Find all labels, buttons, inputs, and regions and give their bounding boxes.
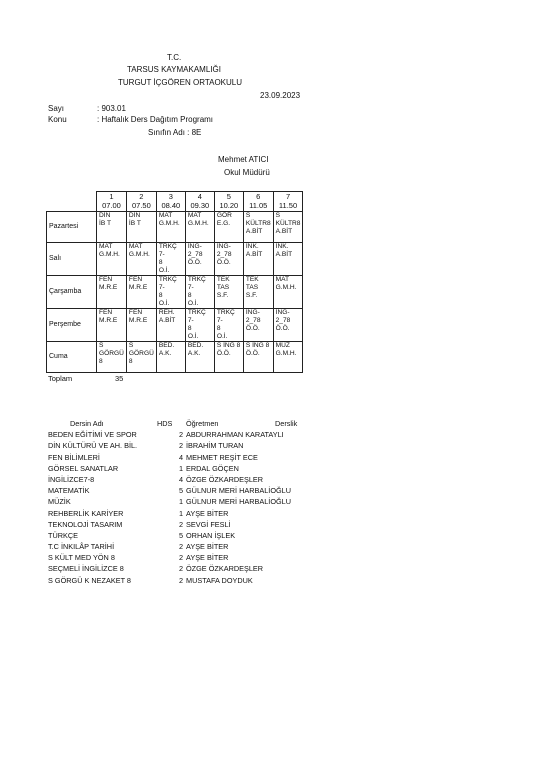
lesson-cell-line: İNK. [245, 243, 259, 250]
lesson-cell-line: GÖRGÜ [128, 350, 154, 357]
lesson-cell-line: O.İ. [187, 300, 199, 307]
lesson-cell [126, 212, 156, 243]
lesson-cell-line: MÜZ [275, 342, 290, 349]
course-teacher: ERDAL GÖÇEN [186, 463, 239, 473]
hours-header: HDS [157, 419, 173, 428]
course-hours: 1 [179, 497, 184, 507]
schedule-row [47, 243, 303, 276]
header-school: TURGUT İÇGÖREN ORTAOKULU [118, 78, 243, 87]
lesson-cell-line: S İNG 8 [245, 342, 270, 349]
lesson-cell-line: O.İ. [158, 300, 170, 307]
lesson-cell [273, 342, 303, 373]
lesson-cell [156, 243, 185, 276]
lesson-cell [273, 243, 303, 276]
schedule-row [47, 309, 303, 342]
course-name: REHBERLİK KARİYER [48, 508, 124, 518]
lesson-cell-line: TRKÇ 7- [216, 309, 235, 324]
lesson-cell-line: MAT [99, 243, 113, 250]
lesson-cell-line: S [99, 342, 104, 349]
konu-label: Konu [48, 115, 67, 124]
lesson-cell-line: S İNG 8 [216, 342, 241, 349]
lesson-cell-line: Ö.Ö. [275, 325, 290, 332]
lesson-cell-line: 8 [187, 325, 192, 332]
course-name: İNGİLİZCE7-8 [48, 474, 95, 484]
lesson-cell [243, 212, 273, 243]
lesson-cell-line: İB T [99, 220, 111, 227]
lesson-cell-line: DİN [99, 212, 111, 219]
lesson-cell [126, 309, 156, 342]
lesson-cell-line: BED. [158, 342, 175, 349]
header-tc: T.C. [167, 53, 182, 62]
lesson-cell-line: KÜLTR8 [275, 220, 301, 227]
lesson-cell-line: A.BİT [158, 317, 176, 324]
lesson-cell [214, 276, 243, 309]
lesson-cell-line: S [128, 342, 134, 349]
weekly-schedule-table [46, 191, 303, 373]
course-header: Dersin Adı [70, 419, 104, 428]
course-name: TEKNOLOJİ TASARIM [48, 519, 123, 529]
course-teacher: GÜLNUR MERİ HARBALİOĞLU [186, 497, 292, 507]
lesson-cell-line: Ö.Ö. [216, 259, 231, 266]
course-hours: 2 [179, 441, 184, 451]
lesson-cell-line: FEN [99, 309, 113, 316]
lesson-cell-line: MAT [275, 276, 290, 283]
sayi-label: Sayı [48, 104, 65, 113]
lesson-cell-line: A.BİT [245, 251, 263, 258]
lesson-cell [156, 342, 185, 373]
lesson-cell [97, 309, 127, 342]
schedule-row [47, 212, 303, 243]
day-label: Cuma [47, 342, 97, 373]
period-header-row [47, 192, 303, 212]
sayi-value: : 903.01 [97, 104, 126, 113]
lesson-cell [243, 309, 273, 342]
lesson-cell [97, 342, 127, 373]
lesson-cell-line: GÖRGÜ [99, 350, 124, 357]
lesson-cell-line: A.BİT [245, 228, 263, 235]
lesson-cell [156, 276, 185, 309]
lesson-cell-line: KÜLTR8 [245, 220, 271, 227]
lesson-cell-line: 2_78 [216, 251, 232, 258]
lesson-cell-line: 8 [128, 358, 133, 365]
course-teacher: GÜLNUR MERİ HARBALİOĞLU [186, 486, 292, 496]
lesson-cell-line: E.G. [216, 220, 231, 227]
lesson-cell-line: S.F. [216, 292, 229, 299]
principal-title: Okul Müdürü [224, 168, 270, 177]
konu-value: : Haftalık Ders Dağıtım Programı [97, 115, 214, 124]
schedule-row [47, 342, 303, 373]
course-teacher: AYŞE BİTER [186, 508, 229, 518]
lesson-cell-line: A.BİT [275, 228, 293, 235]
lesson-cell-line: İNG- [245, 309, 260, 316]
course-name: FEN BİLİMLERİ [48, 452, 100, 462]
day-label: Perşembe [47, 309, 97, 342]
lesson-cell [214, 342, 243, 373]
lesson-cell-line: MAT [187, 212, 202, 219]
lesson-cell-line: TEK [245, 276, 259, 283]
lesson-cell-line: G.M.H. [99, 251, 120, 258]
lesson-cell [185, 212, 214, 243]
lesson-cell-line: M.R.E [128, 317, 148, 324]
lesson-cell-line: A.BİT [275, 251, 293, 258]
lesson-cell-line: İNK. [275, 243, 289, 250]
day-label: Salı [47, 243, 97, 276]
lesson-cell-line: Ö.Ö. [245, 325, 260, 332]
period-header: 5 10.20 [214, 192, 243, 212]
course-teacher: ORHAN İŞLEK [186, 530, 236, 540]
lesson-cell-line: M.R.E [99, 317, 118, 324]
lesson-cell [126, 342, 156, 373]
lesson-cell-line: FEN [128, 276, 143, 283]
lesson-cell-line: 2_78 [275, 317, 291, 324]
lesson-cell-line: TRKÇ 7- [158, 276, 177, 291]
lesson-cell-line: Ö.Ö. [216, 350, 231, 357]
lesson-cell-line: Ö.Ö. [187, 259, 202, 266]
lesson-cell-line: 8 [187, 292, 192, 299]
total-value: 35 [115, 374, 124, 383]
lesson-cell-line: Ö.Ö. [245, 350, 260, 357]
class-name: Sınıfın Adı : 8E [148, 128, 202, 137]
lesson-cell [97, 243, 127, 276]
lesson-cell-line: BED. [187, 342, 204, 349]
lesson-cell-line: REH. [158, 309, 175, 316]
room-header: Derslik [275, 419, 298, 428]
course-teacher: ÖZGE ÖZKARDEŞLER [186, 564, 264, 574]
course-name: MATEMATİK [48, 486, 90, 496]
lesson-cell-line: TAS [216, 284, 230, 291]
period-header: 6 11.05 [243, 192, 273, 212]
day-label: Pazartesi [47, 212, 97, 243]
lesson-cell-line: O.İ. [187, 333, 199, 340]
lesson-cell-line: DİN [128, 212, 141, 219]
lesson-cell-line: MAT [158, 212, 173, 219]
lesson-cell-line: M.R.E [99, 284, 118, 291]
course-hours: 5 [179, 486, 184, 496]
lesson-cell-line: TEK [216, 276, 230, 283]
lesson-cell-line: 8 [216, 325, 221, 332]
lesson-cell [185, 342, 214, 373]
lesson-cell-line: G.M.H. [128, 251, 150, 258]
course-teacher: ÖZGE ÖZKARDEŞLER [186, 474, 264, 484]
course-hours: 1 [179, 463, 184, 473]
day-label: Çarşamba [47, 276, 97, 309]
course-hours: 1 [179, 508, 184, 518]
lesson-cell-line: İNG- [275, 309, 290, 316]
period-header: 7 11.50 [273, 192, 303, 212]
course-hours: 2 [179, 553, 184, 563]
lesson-cell [156, 309, 185, 342]
course-hours: 4 [179, 474, 184, 484]
lesson-cell-line: O.İ. [158, 267, 170, 274]
lesson-cell-line: G.M.H. [275, 284, 297, 291]
lesson-cell-line: İNG- [216, 243, 231, 250]
lesson-cell-line: TAS [245, 284, 259, 291]
course-hours: 5 [179, 530, 184, 540]
lesson-cell-line: İB T [128, 220, 141, 227]
lesson-cell-line: G.M.H. [275, 350, 297, 357]
lesson-cell-line: 2_78 [187, 251, 203, 258]
lesson-cell-line: S [245, 212, 251, 219]
lesson-cell [156, 212, 185, 243]
lesson-cell [243, 243, 273, 276]
period-header: 2 07.50 [126, 192, 156, 212]
lesson-cell [273, 276, 303, 309]
course-teacher: AYŞE BİTER [186, 542, 229, 552]
header-date: 23.09.2023 [260, 91, 301, 100]
period-header: 3 08.40 [156, 192, 185, 212]
lesson-cell-line: O.İ. [216, 333, 228, 340]
lesson-cell [97, 212, 127, 243]
course-hours: 2 [179, 564, 184, 574]
lesson-cell-line: M.R.E [128, 284, 148, 291]
lesson-cell [185, 309, 214, 342]
lesson-cell [185, 243, 214, 276]
lesson-cell-line: 8 [158, 292, 163, 299]
corner-cell [47, 192, 97, 212]
period-header: 1 07.00 [97, 192, 127, 212]
lesson-cell [185, 276, 214, 309]
course-teacher: İBRAHİM TURAN [186, 441, 244, 451]
teacher-header: Öğretmen [186, 419, 219, 428]
course-teacher: MUSTAFA DOYDUK [186, 575, 253, 585]
lesson-cell-line: S [275, 212, 281, 219]
lesson-cell [243, 342, 273, 373]
lesson-cell [214, 243, 243, 276]
lesson-cell [97, 276, 127, 309]
course-name: GÖRSEL SANATLAR [48, 463, 119, 473]
lesson-cell-line: G.M.H. [158, 220, 180, 227]
course-hours: 2 [179, 542, 184, 552]
lesson-cell [273, 309, 303, 342]
course-name: BEDEN EĞİTİMİ VE SPOR [48, 430, 137, 440]
lesson-cell [273, 212, 303, 243]
course-hours: 4 [179, 452, 184, 462]
course-name: T.C İNKILÂP TARİHİ [48, 542, 115, 552]
lesson-cell-line: İNG- [187, 243, 202, 250]
course-name: S KÜLT MED YÖN 8 [48, 553, 115, 563]
lesson-cell-line: GÖR [216, 212, 232, 219]
lesson-cell [214, 309, 243, 342]
lesson-cell-line: TRKÇ 7- [158, 243, 177, 258]
course-teacher: SEVGİ FESLİ [186, 519, 231, 529]
lesson-cell-line: 8 [158, 259, 163, 266]
lesson-cell-line: FEN [128, 309, 143, 316]
lesson-cell-line: TRKÇ 7- [187, 276, 206, 291]
period-header: 4 09.30 [185, 192, 214, 212]
course-teacher: AYŞE BİTER [186, 553, 229, 563]
course-name: TÜRKÇE [48, 530, 78, 540]
lesson-cell [214, 212, 243, 243]
lesson-cell [243, 276, 273, 309]
course-name: DİN KÜLTÜRÜ VE AH. BİL. [48, 441, 138, 451]
lesson-cell-line: A.K. [158, 350, 172, 357]
lesson-cell [126, 276, 156, 309]
lesson-cell-line: S.F. [245, 292, 258, 299]
total-label: Toplam [48, 374, 73, 383]
lesson-cell-line: G.M.H. [187, 220, 209, 227]
schedule-row [47, 276, 303, 309]
lesson-cell-line: A.K. [187, 350, 201, 357]
course-hours: 2 [179, 430, 184, 440]
lesson-cell-line: 8 [99, 358, 103, 365]
course-teacher: ABDURRAHMAN KARATAYLI [186, 430, 284, 440]
course-name: MÜZİK [48, 497, 71, 507]
header-kaymakamlik: TARSUS KAYMAKAMLIĞI [127, 65, 221, 74]
lesson-cell-line: 2_78 [245, 317, 261, 324]
lesson-cell-line: TRKÇ 7- [187, 309, 206, 324]
course-name: SEÇMELİ İNGİLİZCE 8 [48, 564, 124, 574]
course-hours: 2 [179, 519, 184, 529]
principal-name: Mehmet ATICI [218, 155, 269, 164]
course-teacher: MEHMET REŞİT ECE [186, 452, 258, 462]
lesson-cell-line: FEN [99, 276, 113, 283]
lesson-cell [126, 243, 156, 276]
course-name: S GÖRGÜ K NEZAKET 8 [48, 575, 131, 585]
lesson-cell-line: MAT [128, 243, 143, 250]
course-hours: 2 [179, 575, 184, 585]
